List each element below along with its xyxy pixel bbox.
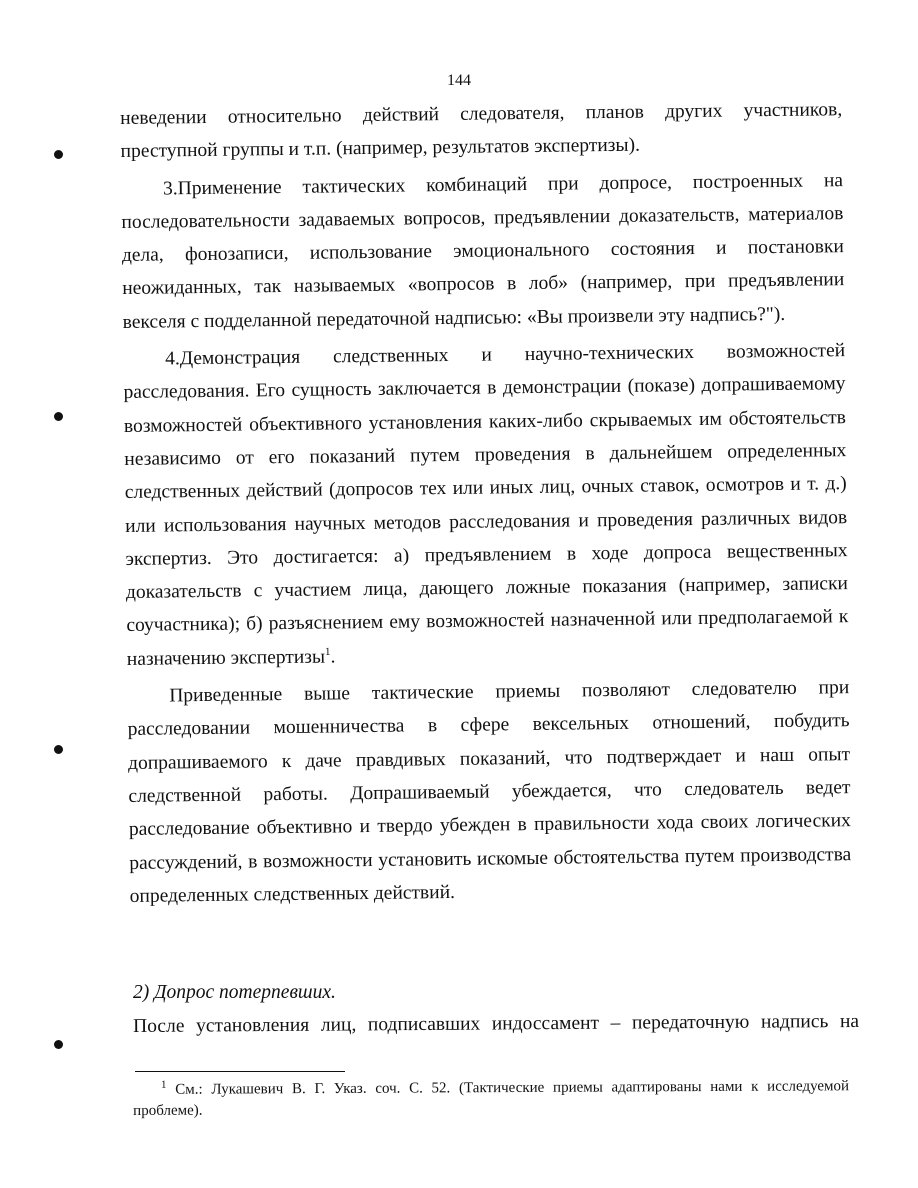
paragraph-tactical-combinations: 3.Применение тактических комбинаций при допросе, построенных на последовательности задаваемых вопросов, предъявлении доказательств, материалов дела, фонозаписи, использование эмоционального состояния и постановки неожиданных, так называемых «вопросов в лоб» (например, при предъявлении векселя с подделанной передаточной надписью: «Вы произвели эту надпись?"). bbox=[121, 169, 845, 333]
paragraph-conclusion: Приведенные выше тактические приемы позволяют следователю при расследовании мошенничества в сфере вексельных отношений, побудить допрашиваемого к даче правдивых показаний, что подтверждает и наш опыт следственной работы. Допрашиваемый убеждается, что следователь ведет расследование объективно и твердо убежден в правильности хода своих логических рассуждений, в возможности установить искомые обстоятельства путем производства определенных следственных действий. bbox=[127, 677, 852, 907]
footnote-text: См.: Лукашевич В. Г. Указ. соч. С. 52. (Тактические приемы адаптированы нами к исследуемой проблеме). bbox=[133, 1078, 850, 1119]
punch-hole-mark bbox=[54, 150, 63, 159]
section-heading: 2) Допрос потерпевших. bbox=[133, 982, 336, 1003]
footnote-marker: 1 bbox=[160, 1078, 167, 1091]
footnote bbox=[133, 1076, 849, 1122]
footnote-divider bbox=[135, 1071, 345, 1072]
section-intro: После установления лиц, подписавших индоссамент – передаточную надпись на bbox=[133, 1010, 860, 1037]
paragraph-demonstration-text: 4.Демонстрация следственных и научно-технических возможностей расследования. Его сущность заключается в демонстрации (показе) допрашиваемому возможностей объективного установления каких-либо скрываемых им обстоятельств независимо от его показаний путем проведения в дальнейшем определенных следственных действий (допросов тех или иных лиц, очных ставок, осмотров и т. д.) или использования научных методов расследования и проведения различных видов экспертиз. Это достигается: а) предъявлением в ходе допроса вещественных доказательств с участием лица, дающего ложные показания (например, записки соучастника); б) разъяснением ему возможностей назначенной или предполагаемой к назначению экспертизы bbox=[123, 340, 849, 670]
punch-hole-mark bbox=[54, 1040, 63, 1049]
paragraph-continuation: неведении относительно действий следователя, планов других участников, преступной группы и т.п. (например, результатов экспертизы). bbox=[120, 99, 843, 163]
paragraph-end-punct: . bbox=[330, 646, 336, 668]
paragraph-demonstration bbox=[123, 334, 849, 676]
punch-hole-mark bbox=[54, 745, 63, 754]
footnote-reference: 1 bbox=[324, 645, 331, 658]
page-number: 144 bbox=[447, 72, 471, 89]
body-text bbox=[120, 93, 852, 913]
punch-hole-mark bbox=[54, 412, 63, 421]
